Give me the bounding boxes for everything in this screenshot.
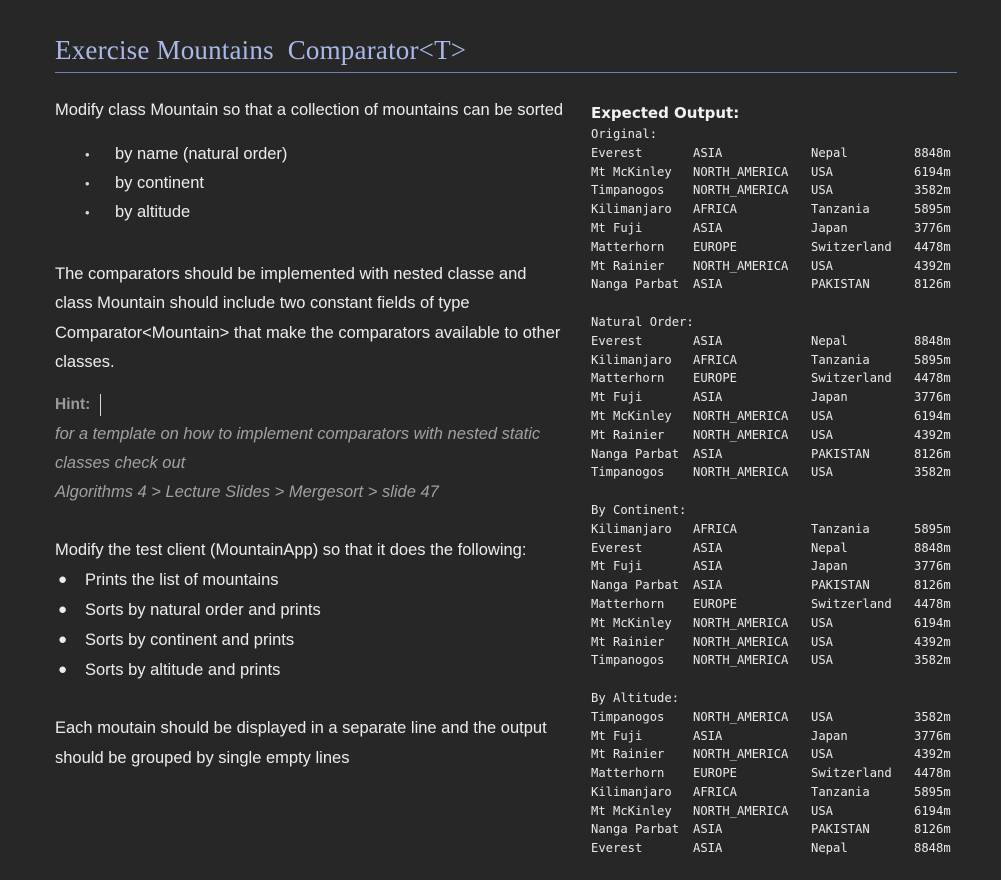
country: USA	[811, 408, 834, 423]
continent: EUROPE	[693, 371, 738, 386]
output-sections	[591, 125, 971, 858]
country: Tanzania	[811, 521, 870, 536]
continent: ASIA	[693, 578, 723, 593]
table-row	[591, 595, 971, 614]
table-row	[591, 163, 971, 182]
list-item-text: by continent	[115, 173, 204, 192]
list-item-text: Sorts by continent and prints	[85, 631, 295, 649]
altitude: 3582m	[914, 183, 951, 198]
section-label: By Altitude:	[591, 690, 680, 705]
country: USA	[811, 615, 834, 630]
mountain-name: Nanga Parbat	[591, 822, 680, 837]
continent: ASIA	[693, 540, 723, 555]
continent: EUROPE	[693, 596, 738, 611]
altitude: 3582m	[914, 465, 951, 480]
mountain-name: Mt McKinley	[591, 615, 672, 630]
country: USA	[811, 164, 834, 179]
altitude: 8848m	[914, 145, 951, 160]
continent: NORTH_AMERICA	[693, 427, 789, 442]
mountain-name: Matterhorn	[591, 371, 665, 386]
table-row	[591, 257, 971, 276]
altitude: 8126m	[914, 446, 951, 461]
table-row	[591, 557, 971, 576]
mountain-name: Mt McKinley	[591, 164, 672, 179]
table-row	[591, 332, 971, 351]
table-row	[591, 426, 971, 445]
altitude: 8848m	[914, 333, 951, 348]
continent: ASIA	[693, 220, 723, 235]
list-item	[55, 625, 565, 655]
table-row	[591, 727, 971, 746]
mountain-name: Mt Fuji	[591, 390, 643, 405]
mountain-name: Timpanogos	[591, 465, 665, 480]
mountain-name: Mt McKinley	[591, 803, 672, 818]
altitude: 8126m	[914, 822, 951, 837]
continent: ASIA	[693, 390, 723, 405]
mountain-name: Everest	[591, 540, 643, 555]
table-row	[591, 651, 971, 670]
continent: ASIA	[693, 145, 723, 160]
table-row	[591, 351, 971, 370]
continent: NORTH_AMERICA	[693, 747, 789, 762]
output-section	[591, 689, 971, 858]
table-row	[591, 445, 971, 464]
altitude: 8126m	[914, 277, 951, 292]
altitude: 8848m	[914, 540, 951, 555]
continent: NORTH_AMERICA	[693, 615, 789, 630]
continent: NORTH_AMERICA	[693, 653, 789, 668]
altitude: 6194m	[914, 803, 951, 818]
country: PAKISTAN	[811, 277, 870, 292]
country: USA	[811, 803, 834, 818]
mountain-name: Mt Fuji	[591, 220, 643, 235]
mountain-name: Nanga Parbat	[591, 446, 680, 461]
altitude: 8848m	[914, 841, 951, 856]
altitude: 5895m	[914, 202, 951, 217]
altitude: 4478m	[914, 766, 951, 781]
table-row	[591, 614, 971, 633]
continent: NORTH_AMERICA	[693, 634, 789, 649]
continent: ASIA	[693, 559, 723, 574]
country: Switzerland	[811, 596, 892, 611]
continent: AFRICA	[693, 202, 738, 217]
mountain-name: Timpanogos	[591, 709, 665, 724]
hint-path: Algorithms 4 > Lecture Slides > Mergesort > slide 47	[55, 482, 439, 501]
altitude: 3582m	[914, 653, 951, 668]
mountain-name: Matterhorn	[591, 596, 665, 611]
list-item-text: Sorts by altitude and prints	[85, 661, 281, 679]
list-item-text: Sorts by natural order and prints	[85, 601, 321, 619]
mountain-name: Mt Rainier	[591, 258, 665, 273]
country: USA	[811, 634, 834, 649]
mountain-name: Everest	[591, 145, 643, 160]
list-item-text: by name (natural order)	[115, 144, 288, 163]
mountain-name: Everest	[591, 841, 643, 856]
mountain-name: Mt Fuji	[591, 559, 643, 574]
table-row	[591, 369, 971, 388]
mountain-name: Everest	[591, 333, 643, 348]
altitude: 3582m	[914, 709, 951, 724]
country: USA	[811, 465, 834, 480]
country: Switzerland	[811, 371, 892, 386]
bullet-icon: ●	[58, 661, 68, 678]
section-label: By Continent:	[591, 502, 687, 517]
expected-output-heading: Expected Output:	[591, 104, 740, 122]
page-title: Exercise Mountains Comparator<T>	[55, 35, 467, 65]
country: Japan	[811, 220, 848, 235]
mountain-name: Mt Fuji	[591, 728, 643, 743]
country: Nepal	[811, 540, 848, 555]
country: USA	[811, 183, 834, 198]
country: Japan	[811, 390, 848, 405]
intro-paragraph: Modify class Mountain so that a collection of mountains can be sorted	[55, 101, 564, 119]
altitude: 4478m	[914, 596, 951, 611]
list-item	[55, 655, 565, 685]
altitude: 4392m	[914, 634, 951, 649]
list-item	[55, 198, 565, 227]
title-divider	[55, 72, 957, 73]
output-section	[591, 125, 971, 294]
altitude: 3776m	[914, 220, 951, 235]
table-row	[591, 388, 971, 407]
continent: NORTH_AMERICA	[693, 465, 789, 480]
bullet-icon: ●	[58, 571, 68, 588]
list-item	[55, 565, 565, 595]
country: PAKISTAN	[811, 446, 870, 461]
bullet-icon: •	[85, 146, 90, 162]
client-steps-list	[55, 565, 565, 685]
country: Nepal	[811, 333, 848, 348]
hint-text	[55, 420, 565, 507]
table-row	[591, 576, 971, 595]
table-row	[591, 539, 971, 558]
final-paragraph: Each moutain should be displayed in a separate line and the output should be grouped by single empty lines	[55, 719, 547, 767]
table-row	[591, 764, 971, 783]
altitude: 4392m	[914, 747, 951, 762]
altitude: 4478m	[914, 371, 951, 386]
continent: NORTH_AMERICA	[693, 164, 789, 179]
list-item	[55, 140, 565, 169]
continent: ASIA	[693, 822, 723, 837]
text-cursor	[100, 394, 101, 416]
country: Switzerland	[811, 239, 892, 254]
bullet-icon: •	[85, 175, 90, 191]
continent: AFRICA	[693, 521, 738, 536]
mountain-name: Mt Rainier	[591, 427, 665, 442]
country: Japan	[811, 559, 848, 574]
list-item	[55, 595, 565, 625]
mountain-name: Kilimanjaro	[591, 352, 672, 367]
altitude: 6194m	[914, 164, 951, 179]
continent: ASIA	[693, 446, 723, 461]
table-row	[591, 520, 971, 539]
bullet-icon: ●	[58, 601, 68, 618]
altitude: 6194m	[914, 615, 951, 630]
country: USA	[811, 747, 834, 762]
table-row	[591, 745, 971, 764]
continent: NORTH_AMERICA	[693, 183, 789, 198]
continent: EUROPE	[693, 766, 738, 781]
comparators-paragraph: The comparators should be implemented with nested classe and class Mountain should include two constant fields of type Comparator<Mountain> that make the comparators available to other classes.	[55, 264, 561, 371]
country: USA	[811, 427, 834, 442]
mountain-name: Mt McKinley	[591, 408, 672, 423]
country: PAKISTAN	[811, 578, 870, 593]
mountain-name: Mt Rainier	[591, 747, 665, 762]
continent: EUROPE	[693, 239, 738, 254]
expected-output-panel	[591, 101, 971, 858]
list-item-text: Prints the list of mountains	[85, 571, 279, 589]
client-intro: Modify the test client (MountainApp) so that it does the following:	[55, 540, 527, 559]
table-row	[591, 181, 971, 200]
output-section	[591, 501, 971, 670]
country: Japan	[811, 728, 848, 743]
continent: ASIA	[693, 841, 723, 856]
mountain-name: Timpanogos	[591, 653, 665, 668]
mountain-name: Matterhorn	[591, 239, 665, 254]
table-row	[591, 219, 971, 238]
continent: ASIA	[693, 277, 723, 292]
altitude: 5895m	[914, 352, 951, 367]
continent: ASIA	[693, 333, 723, 348]
table-row	[591, 407, 971, 426]
bullet-icon: •	[85, 204, 90, 220]
altitude: 4392m	[914, 427, 951, 442]
altitude: 6194m	[914, 408, 951, 423]
altitude: 4392m	[914, 258, 951, 273]
table-row	[591, 633, 971, 652]
mountain-name: Timpanogos	[591, 183, 665, 198]
list-item-text: by altitude	[115, 202, 191, 221]
table-row	[591, 708, 971, 727]
hint-row[interactable]	[55, 390, 565, 420]
table-row	[591, 275, 971, 294]
table-row	[591, 463, 971, 482]
table-row	[591, 783, 971, 802]
country: Tanzania	[811, 352, 870, 367]
continent: AFRICA	[693, 784, 738, 799]
country: USA	[811, 258, 834, 273]
country: USA	[811, 709, 834, 724]
section-label: Original:	[591, 127, 658, 141]
country: Nepal	[811, 841, 848, 856]
table-row	[591, 839, 971, 858]
country: Switzerland	[811, 766, 892, 781]
altitude: 5895m	[914, 784, 951, 799]
continent: AFRICA	[693, 352, 738, 367]
country: USA	[811, 653, 834, 668]
table-row	[591, 802, 971, 821]
table-row	[591, 200, 971, 219]
section-label: Natural Order:	[591, 314, 694, 329]
country: Nepal	[811, 145, 848, 160]
table-row	[591, 820, 971, 839]
country: Tanzania	[811, 202, 870, 217]
altitude: 3776m	[914, 559, 951, 574]
mountain-name: Mt Rainier	[591, 634, 665, 649]
mountain-name: Nanga Parbat	[591, 277, 680, 292]
list-item	[55, 169, 565, 198]
country: Tanzania	[811, 784, 870, 799]
output-section	[591, 313, 971, 482]
bullet-icon: ●	[58, 631, 68, 648]
continent: NORTH_AMERICA	[693, 408, 789, 423]
continent: NORTH_AMERICA	[693, 803, 789, 818]
mountain-name: Kilimanjaro	[591, 784, 672, 799]
hint-paragraph: for a template on how to implement comparators with nested static classes check out	[55, 424, 541, 472]
mountain-name: Nanga Parbat	[591, 578, 680, 593]
altitude: 4478m	[914, 239, 951, 254]
country: PAKISTAN	[811, 822, 870, 837]
mountain-name: Kilimanjaro	[591, 521, 672, 536]
continent: NORTH_AMERICA	[693, 258, 789, 273]
altitude: 3776m	[914, 390, 951, 405]
hint-label: Hint:	[55, 395, 91, 413]
mountain-name: Matterhorn	[591, 766, 665, 781]
sort-options-list	[55, 140, 565, 227]
altitude: 5895m	[914, 521, 951, 536]
instructions-panel	[55, 96, 565, 773]
table-row	[591, 144, 971, 163]
altitude: 8126m	[914, 578, 951, 593]
mountain-name: Kilimanjaro	[591, 202, 672, 217]
altitude: 3776m	[914, 728, 951, 743]
table-row	[591, 238, 971, 257]
continent: NORTH_AMERICA	[693, 709, 789, 724]
continent: ASIA	[693, 728, 723, 743]
